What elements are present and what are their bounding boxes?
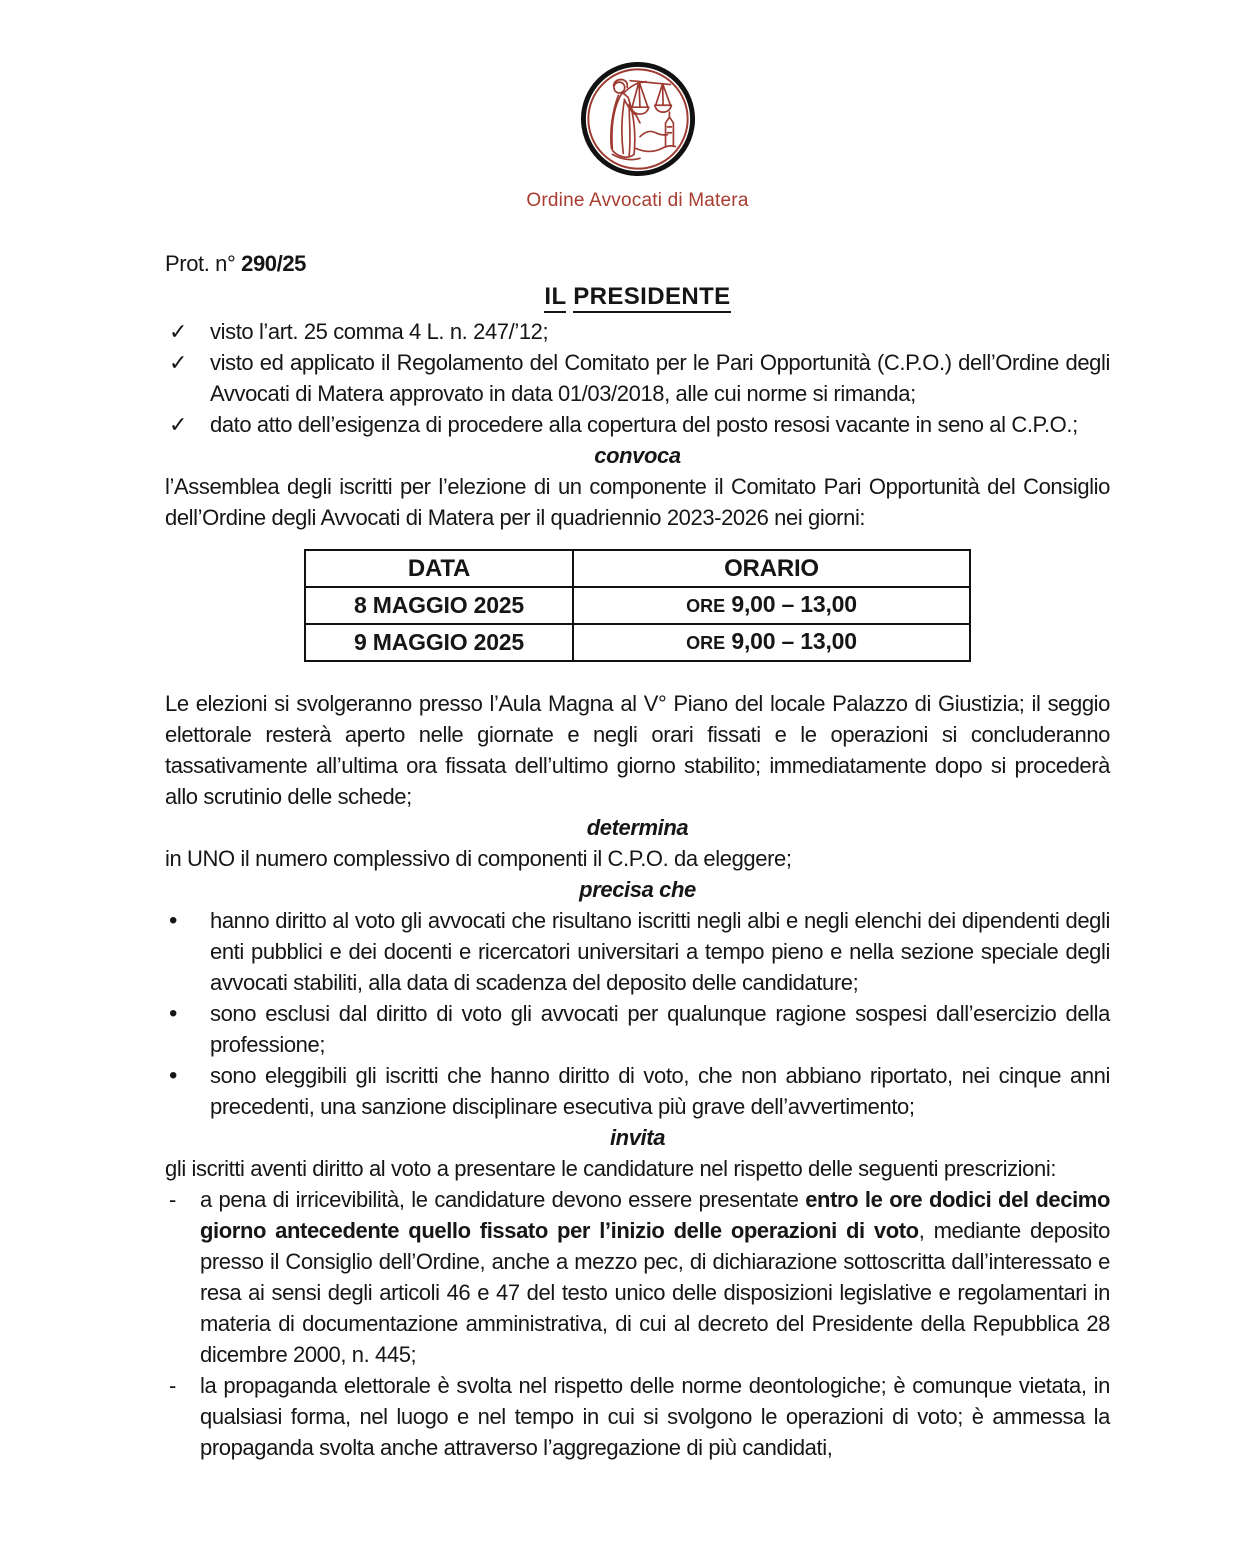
elections-paragraph: Le elezioni si svolgeranno presso l’Aula Magna al V° Piano del locale Palazzo di Giustizia; il seggio elettorale resterà aperto nelle giornate e negli orari fissati e le operazioni si concluderanno tassativamente all’ultima ora fissata dell’ultimo giorno stabilito; immediatamente dopo si procederà allo scrutinio delle schede; [165,691,1110,809]
date-cell: 8 MAGGIO 2025 [305,587,573,624]
precisa-text: sono eleggibili gli iscritti che hanno diritto di voto, che non abbiano riportato, nei cinque anni precedenti, una sanzione disciplinare esecutiva più grave dell’avvertimento; [210,1063,1110,1119]
ore-label: ORE [686,596,726,616]
heading-precisa-che: precisa che [579,877,696,902]
checkmark-icon: ✓ [169,412,188,437]
list-item [165,1060,1110,1122]
logo-caption: Ordine Avvocati di Matera [526,190,749,211]
table-header-row [305,550,970,587]
premise-text: visto l’art. 25 comma 4 L. n. 247/’12; [210,319,549,344]
hours-value: 9,00 – 13,00 [725,591,857,617]
bullet-icon: • [169,907,178,934]
title-word-il: IL [544,283,566,313]
list-item [165,1370,1110,1463]
letterhead [165,60,1110,212]
list-item [165,347,1110,409]
list-item [165,316,1110,347]
precisa-text: sono esclusi dal diritto di voto gli avvocati per qualunque ragione sospesi dall’esercizio della professione; [210,1001,1110,1057]
precisa-list [165,905,1110,1122]
heading-invita: invita [609,1125,666,1150]
hours-value: 9,00 – 13,00 [725,628,857,654]
checkmark-icon: ✓ [169,350,188,375]
premises-list [165,316,1110,440]
prescription-text: a pena di irricevibilità, le candidature devono essere presentate [200,1187,806,1212]
dash-icon: - [169,1373,176,1398]
heading-convoca: convoca [594,443,681,468]
time-cell [573,587,970,624]
prescription-text: la propaganda elettorale è svolta nel rispetto delle norme deontologiche; è comunque vietata, in qualsiasi forma, nel luogo e nel tempo in cui si svolgono le operazioni di voto; è ammessa la propaganda svolta anche attraverso l’aggregazione di più candidati, [200,1373,1110,1460]
bullet-icon: • [169,1062,178,1089]
premise-text: dato atto dell’esigenza di procedere alla copertura del posto resosi vacante in seno al C.P.O.; [210,412,1078,437]
checkmark-icon: ✓ [169,319,188,344]
date-cell: 9 MAGGIO 2025 [305,624,573,661]
protocol-label: Prot. n° [165,251,242,276]
invita-paragraph: gli iscritti aventi diritto al voto a presentare le candidature nel rispetto delle seguenti prescrizioni: [165,1156,1057,1181]
precisa-text: hanno diritto al voto gli avvocati che risultano iscritti negli albi e negli elenchi dei dipendenti degli enti pubblici e dei docenti e ricercatori universitari a tempo pieno e nella sezione speciale degli avvocati stabiliti, alla data di scadenza del deposito delle candidature; [210,908,1110,995]
convoca-paragraph: l’Assemblea degli iscritti per l’elezione di un componente il Comitato Pari Opportunità del Consiglio dell’Ordine degli Avvocati di Matera per il quadriennio 2023-2026 nei giorni: [165,474,1110,530]
protocol-number: 290/25 [241,251,307,276]
premise-text: visto ed applicato il Regolamento del Comitato per le Pari Opportunità (C.P.O.) dell’Ordine degli Avvocati di Matera approvato in data 01/03/2018, alle cui norme si rimanda; [210,350,1110,406]
prescription-bold-text: entro le ore dodici del decimo giorno antecedente quello fissato per l’inizio delle operazioni di voto [200,1187,1110,1243]
column-header-data: DATA [305,550,573,587]
determina-paragraph: in UNO il numero complessivo di componenti il C.P.O. da eleggere; [165,846,792,871]
justice-scales-logo-icon [579,60,697,178]
column-header-orario: ORARIO [573,550,970,587]
list-item [165,1184,1110,1370]
ore-label: ORE [686,633,726,653]
dash-icon: - [169,1187,176,1212]
bullet-icon: • [169,1000,178,1027]
table-row [305,587,970,624]
table-row [305,624,970,661]
protocol-line [165,248,1110,279]
title-word-presidente: PRESIDENTE [573,283,730,313]
document-body [165,248,1110,1463]
list-item [165,998,1110,1060]
time-cell [573,624,970,661]
list-item [165,905,1110,998]
election-schedule-table [304,549,971,662]
heading-determina: determina [586,815,689,840]
document-title [165,281,1110,312]
prescriptions-list [165,1184,1110,1463]
prescription-text: , mediante deposito presso il Consiglio dell’Ordine, anche a mezzo pec, di dichiarazione sottoscritta dall’interessato e resa ai sensi degli articoli 46 e 47 del testo unico delle disposizioni legislative e regolamentari in materia di documentazione amministrativa, di cui al decreto del Presidente della Repubblica 28 dicembre 2000, n. 445; [200,1218,1110,1367]
list-item [165,409,1110,440]
